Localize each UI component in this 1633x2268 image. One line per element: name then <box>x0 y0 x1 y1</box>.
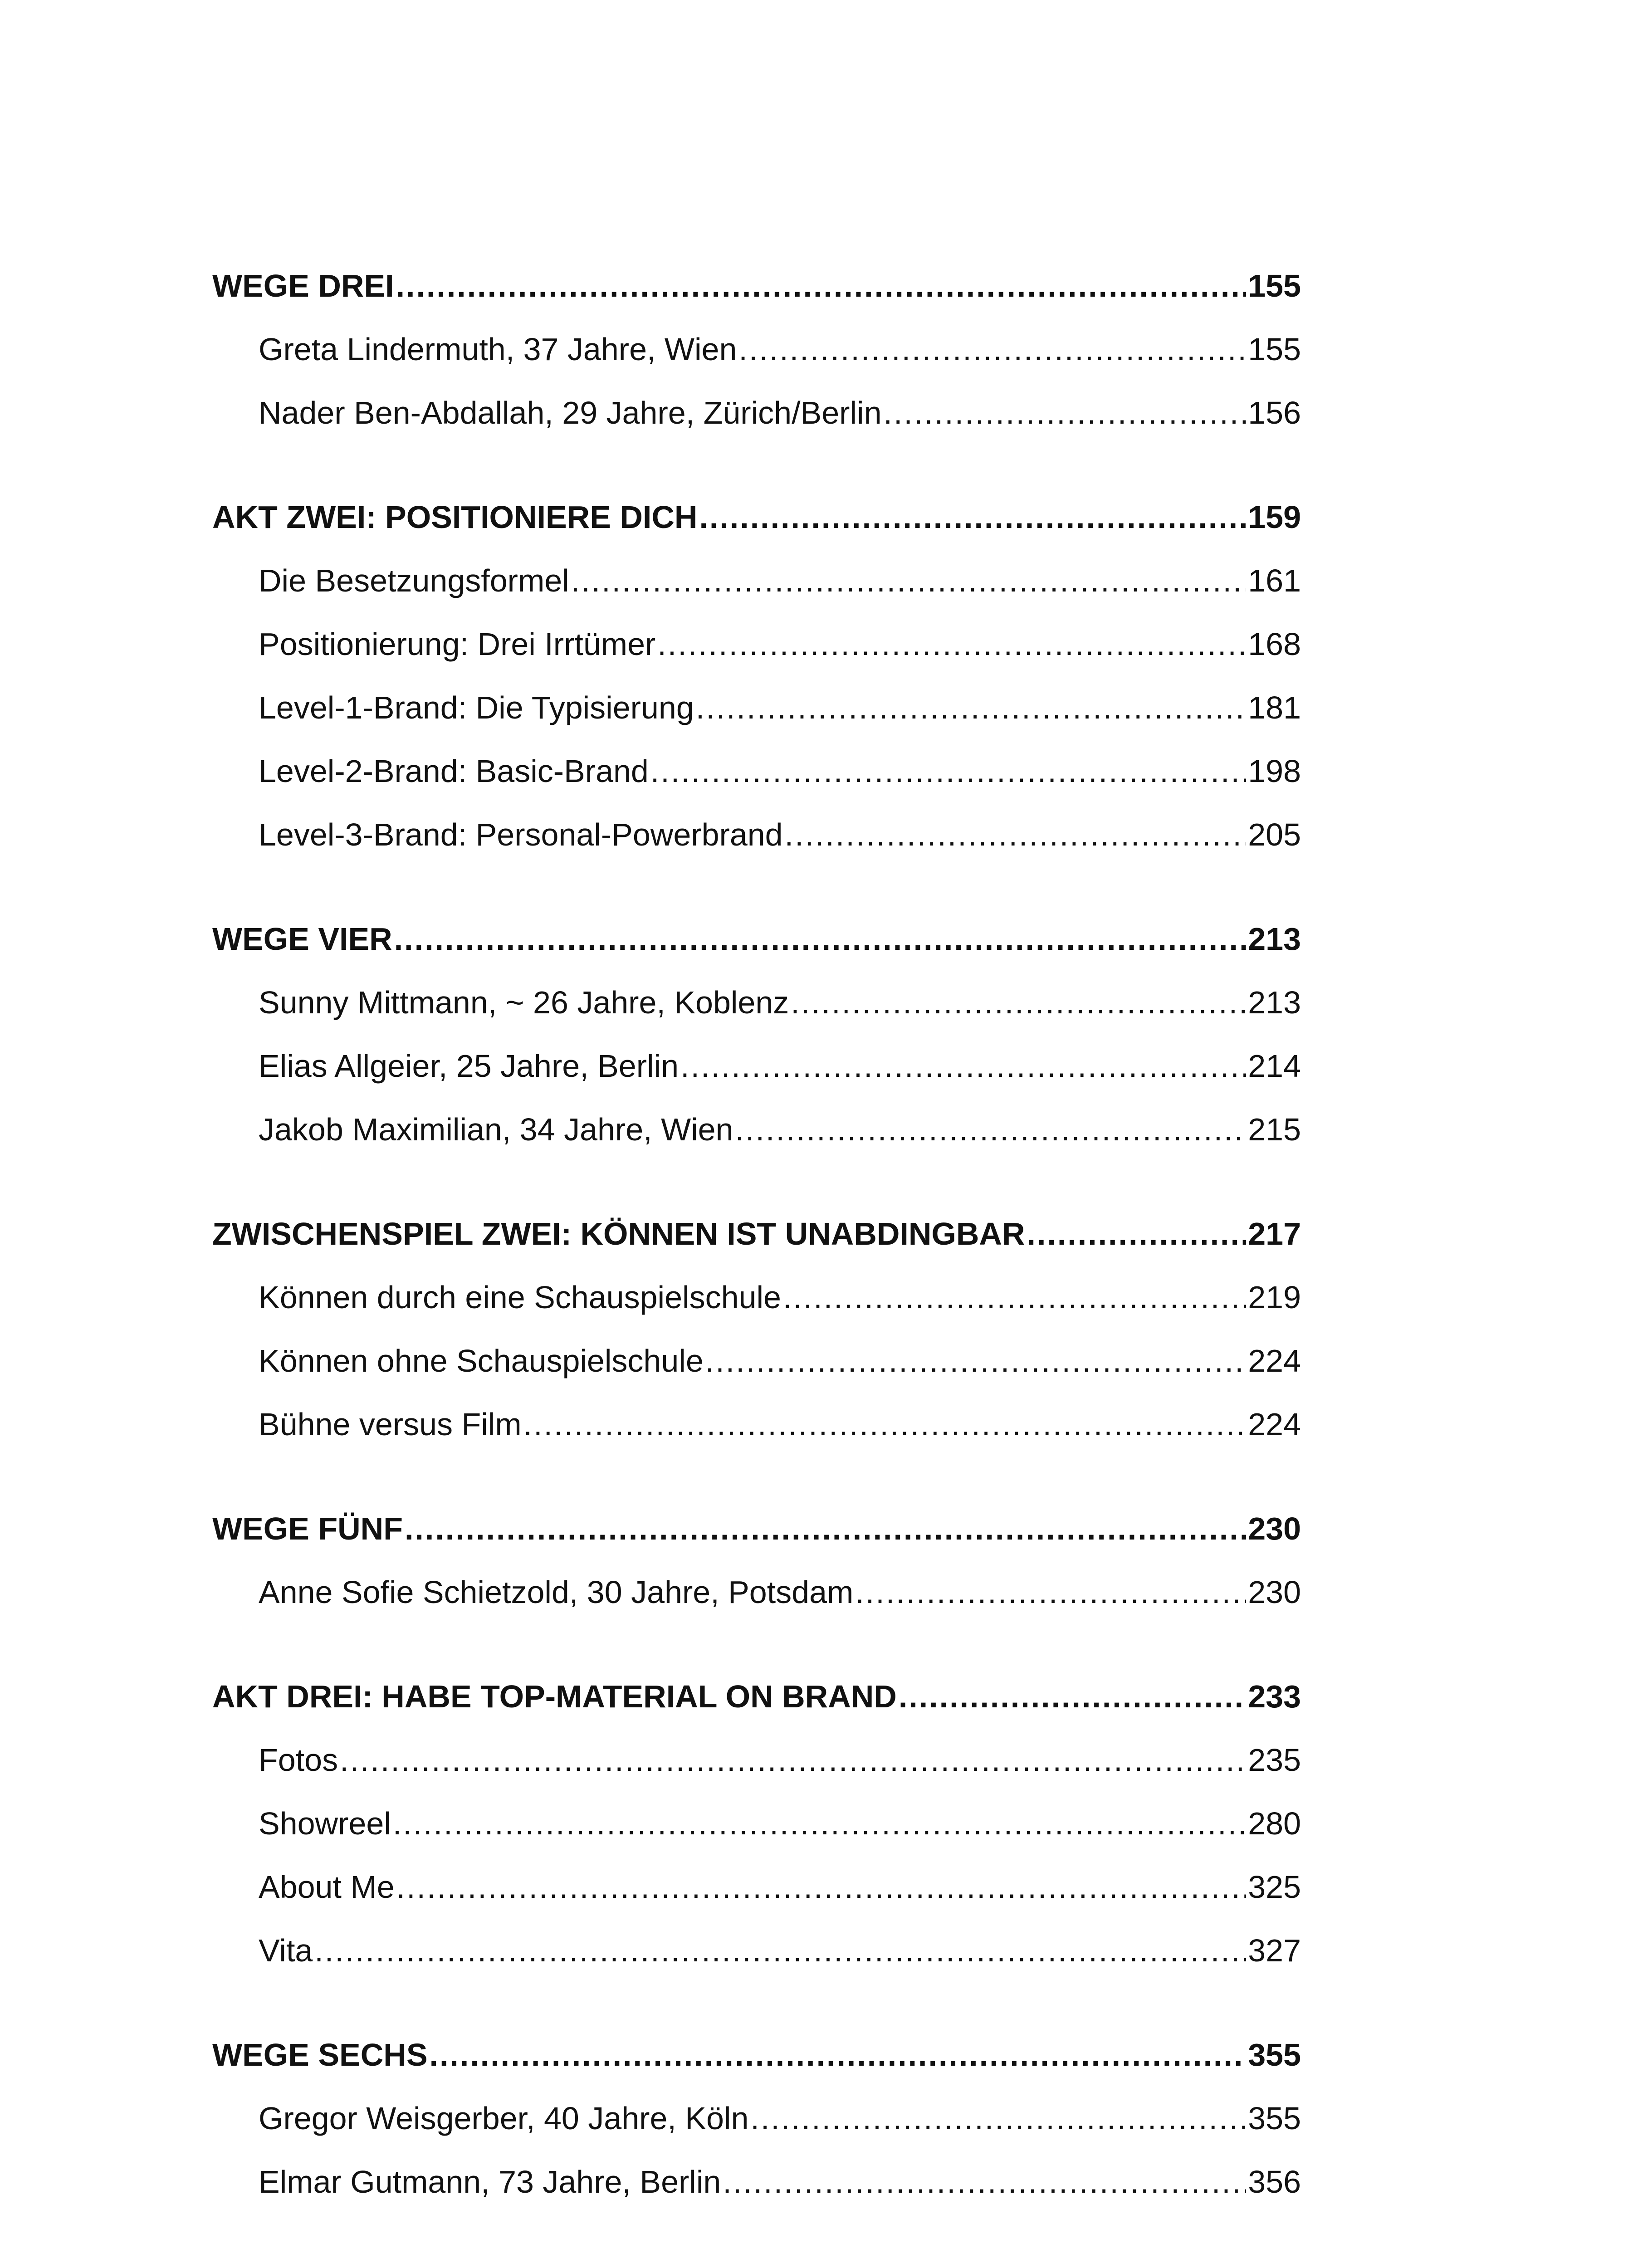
toc-entry-title: Gregor Weisgerber, 40 Jahre, Köln <box>259 2101 749 2136</box>
toc-page-number: 198 <box>1248 753 1301 789</box>
toc-subentry <box>212 1266 1301 1329</box>
dot-leader <box>855 1560 1246 1624</box>
dot-leader <box>1027 1202 1247 1266</box>
toc-entry-title: AKT DREI: HABE TOP-MATERIAL ON BRAND <box>212 1679 897 1714</box>
toc-entry-title: Bühne versus Film <box>259 1407 522 1442</box>
toc-page-number: 327 <box>1248 1933 1301 1968</box>
toc-entry-title: WEGE VIER <box>212 921 392 957</box>
toc-page-number: 235 <box>1248 1742 1301 1778</box>
toc-subentry <box>212 1098 1301 1161</box>
toc-subentry <box>212 549 1301 612</box>
toc-entry-title: ZWISCHENSPIEL ZWEI: KÖNNEN IST UNABDINGBAR <box>212 1216 1025 1251</box>
toc-subentry <box>212 2150 1301 2214</box>
toc-entry-title: Level-2-Brand: Basic-Brand <box>259 753 649 789</box>
toc-entry-title: Können ohne Schauspielschule <box>259 1343 704 1378</box>
toc-entry-title: Fotos <box>259 1742 338 1778</box>
toc-page-number: 325 <box>1248 1869 1301 1905</box>
dot-leader <box>735 1098 1247 1161</box>
toc-page-number: 215 <box>1248 1112 1301 1147</box>
toc-section-entry <box>212 1202 1301 1266</box>
toc-subentry <box>212 803 1301 866</box>
table-of-contents <box>212 254 1301 2214</box>
dot-leader <box>791 971 1246 1034</box>
dot-leader <box>394 907 1246 971</box>
dot-leader <box>571 549 1246 612</box>
toc-subentry <box>212 1329 1301 1393</box>
toc-section-entry <box>212 907 1301 971</box>
toc-subentry <box>212 612 1301 676</box>
dot-leader <box>723 2150 1246 2214</box>
toc-page-number: 213 <box>1248 921 1301 957</box>
toc-page-number: 230 <box>1248 1511 1301 1546</box>
toc-entry-title: Showreel <box>259 1806 391 1841</box>
toc-subentry <box>212 381 1301 445</box>
toc-page-number: 233 <box>1248 1679 1301 1714</box>
dot-leader <box>523 1393 1247 1456</box>
toc-subentry <box>212 1393 1301 1456</box>
toc-page-number: 230 <box>1248 1574 1301 1610</box>
toc-page-number: 156 <box>1248 395 1301 430</box>
toc-entry-title: Jakob Maximilian, 34 Jahre, Wien <box>259 1112 733 1147</box>
dot-leader <box>884 381 1247 445</box>
dot-leader <box>405 1497 1246 1560</box>
toc-entry-title: WEGE FÜNF <box>212 1511 403 1546</box>
dot-leader <box>396 1855 1247 1919</box>
toc-section-entry <box>212 2023 1301 2087</box>
toc-page-number: 217 <box>1248 1216 1301 1251</box>
toc-subentry <box>212 1855 1301 1919</box>
toc-page-number: 155 <box>1248 268 1301 303</box>
toc-page-number: 161 <box>1248 563 1301 598</box>
toc-page-number: 356 <box>1248 2164 1301 2200</box>
toc-subentry <box>212 971 1301 1034</box>
dot-leader <box>657 612 1246 676</box>
toc-subentry <box>212 2087 1301 2150</box>
toc-page-number: 205 <box>1248 817 1301 852</box>
toc-entry-title: Anne Sofie Schietzold, 30 Jahre, Potsdam <box>259 1574 854 1610</box>
dot-leader <box>785 803 1247 866</box>
toc-entry-title: WEGE DREI <box>212 268 394 303</box>
toc-entry-title: Vita <box>259 1933 313 1968</box>
toc-section-entry <box>212 1665 1301 1728</box>
toc-subentry <box>212 318 1301 381</box>
toc-subentry <box>212 1919 1301 1982</box>
toc-entry-title: WEGE SECHS <box>212 2037 428 2072</box>
toc-entry-title: Greta Lindermuth, 37 Jahre, Wien <box>259 332 737 367</box>
dot-leader <box>750 2087 1246 2150</box>
toc-entry-title: Sunny Mittmann, ~ 26 Jahre, Koblenz <box>259 985 789 1020</box>
toc-page-number: 224 <box>1248 1407 1301 1442</box>
toc-entry-title: Level-1-Brand: Die Typisierung <box>259 690 694 725</box>
toc-page-number: 181 <box>1248 690 1301 725</box>
toc-page-number: 355 <box>1248 2037 1301 2072</box>
toc-entry-title: Level-3-Brand: Personal-Powerbrand <box>259 817 783 852</box>
toc-page-number: 224 <box>1248 1343 1301 1378</box>
dot-leader <box>705 1329 1246 1393</box>
dot-leader <box>738 318 1246 381</box>
toc-subentry <box>212 1728 1301 1792</box>
dot-leader <box>430 2023 1247 2087</box>
toc-page-number: 280 <box>1248 1806 1301 1841</box>
dot-leader <box>680 1034 1246 1098</box>
dot-leader <box>696 676 1246 739</box>
toc-page-number: 219 <box>1248 1280 1301 1315</box>
dot-leader <box>783 1266 1246 1329</box>
toc-entry-title: Elias Allgeier, 25 Jahre, Berlin <box>259 1048 679 1084</box>
toc-section-entry <box>212 1497 1301 1560</box>
toc-subentry <box>212 739 1301 803</box>
dot-leader <box>699 485 1246 549</box>
toc-entry-title: Positionierung: Drei Irrtümer <box>259 626 656 662</box>
toc-entry-title: Die Besetzungsformel <box>259 563 569 598</box>
toc-page-number: 168 <box>1248 626 1301 662</box>
toc-page-number: 355 <box>1248 2101 1301 2136</box>
toc-subentry <box>212 1792 1301 1855</box>
toc-subentry <box>212 676 1301 739</box>
toc-page-number: 214 <box>1248 1048 1301 1084</box>
toc-page-number: 159 <box>1248 499 1301 535</box>
toc-page-number: 213 <box>1248 985 1301 1020</box>
dot-leader <box>899 1665 1246 1728</box>
toc-entry-title: Können durch eine Schauspielschule <box>259 1280 781 1315</box>
dot-leader <box>396 254 1247 318</box>
toc-subentry <box>212 1034 1301 1098</box>
toc-section-entry <box>212 254 1301 318</box>
toc-page-number: 155 <box>1248 332 1301 367</box>
dot-leader <box>650 739 1246 803</box>
toc-section-entry <box>212 485 1301 549</box>
toc-entry-title: Nader Ben-Abdallah, 29 Jahre, Zürich/Berlin <box>259 395 882 430</box>
dot-leader <box>314 1919 1246 1982</box>
dot-leader <box>340 1728 1246 1792</box>
toc-entry-title: About Me <box>259 1869 395 1905</box>
toc-entry-title: Elmar Gutmann, 73 Jahre, Berlin <box>259 2164 721 2200</box>
toc-subentry <box>212 1560 1301 1624</box>
dot-leader <box>393 1792 1246 1855</box>
toc-entry-title: AKT ZWEI: POSITIONIERE DICH <box>212 499 698 535</box>
